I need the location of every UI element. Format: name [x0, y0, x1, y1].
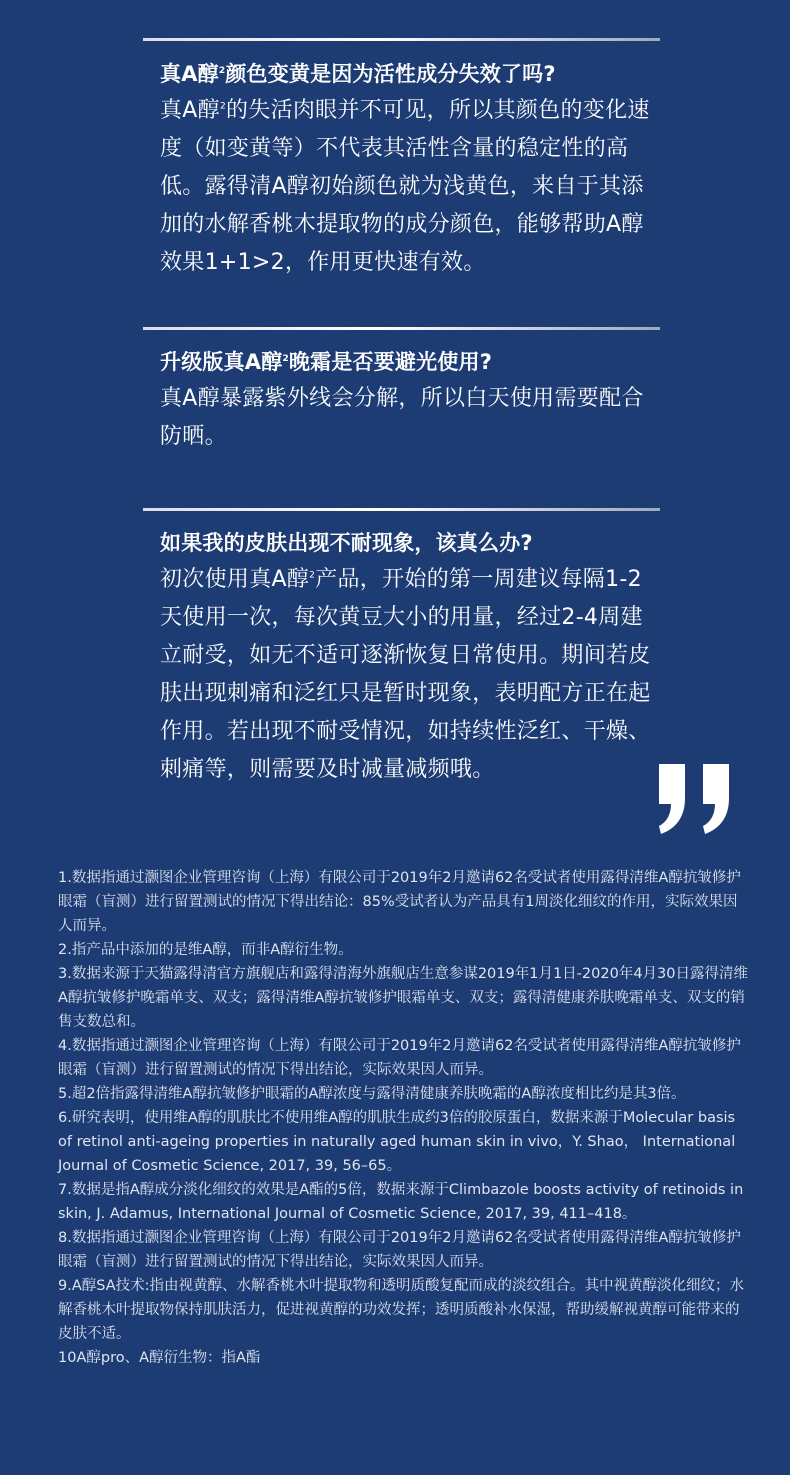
footnote: 3.数据来源于天猫露得清官方旗舰店和露得清海外旗舰店生意参谋2019年1月1日-2020年4月30日露得清维A醇抗皱修护晚霜单支、双支；露得清维A醇抗皱修护眼霜单支、双支；露得清健康养肤晚霜单支、双支的销售支数总和。 [58, 966, 748, 1030]
faq-answer: 真A醇暴露紫外线会分解，所以白天使用需要配合防晒。 [160, 386, 644, 449]
divider-rule [143, 508, 660, 511]
divider-rule [143, 38, 660, 41]
closing-quote-icon [655, 758, 735, 838]
faq-item [160, 58, 660, 282]
footnote: 9.A醇SA技术:指由视黄醇、水解香桃木叶提取物和透明质酸复配而成的淡纹组合。其中视黄醇淡化细纹；水解香桃木叶提取物保持肌肤活力，促进视黄醇的功效发挥；透明质酸补水保湿，帮助缓解视黄醇可能带来的皮肤不适。 [58, 1278, 745, 1342]
footnote: 8.数据指通过灏图企业管理咨询（上海）有限公司于2019年2月邀请62名受试者使用露得清维A醇抗皱修护眼霜（盲测）进行留置测试的情况下得出结论，实际效果因人而异。 [58, 1230, 741, 1270]
divider-rule [143, 327, 660, 330]
faq-item [160, 346, 660, 456]
faq-question: 如果我的皮肤出现不耐现象，该真么办? [160, 531, 533, 555]
faq-item [160, 527, 660, 789]
footnote: 7.数据是指A醇成分淡化细纹的效果是A酯的5倍，数据来源于Climbazole boosts activity of retinoids in skin, J. Adamus, International Journal of Cosmetic Science, 2017, 39, 411–418。 [58, 1182, 744, 1222]
footnote: 5.超2倍指露得清维A醇抗皱修护眼霜的A醇浓度与露得清健康养肤晚霜的A醇浓度相比约是其3倍。 [58, 1086, 686, 1102]
footnote: 2.指产品中添加的是维A醇，而非A醇衍生物。 [58, 942, 353, 958]
faq-answer: 初次使用真A醇$^2$产品，开始的第一周建议每隔1-2天使用一次，每次黄豆大小的用量，经过2-4周建立耐受，如无不适可逐渐恢复日常使用。期间若皮肤出现刺痛和泛红只是暂时现象，表明配方正在起作用。若出现不耐受情况，如持续性泛红、干燥、刺痛等，则需要及时减量减频哦。 [160, 567, 651, 782]
footnote: 4.数据指通过灏图企业管理咨询（上海）有限公司于2019年2月邀请62名受试者使用露得清维A醇抗皱修护眼霜（盲测）进行留置测试的情况下得出结论，实际效果因人而异。 [58, 1038, 741, 1078]
faq-question: 真A醇$^2$颜色变黄是因为活性成分失效了吗? [160, 62, 556, 86]
footnote: 6.研究表明，使用维A醇的肌肤比不使用维A醇的肌肤生成约3倍的胶原蛋白，数据来源于Molecular basis of retinol anti-ageing properties in naturally aged human skin in vivo，Y. Shao， International Journal of Cosmetic Science, 2017, 39, 56–65。 [58, 1110, 736, 1174]
footnotes [58, 866, 748, 1370]
faq-answer: 真A醇$^2$的失活肉眼并不可见，所以其颜色的变化速度（如变黄等）不代表其活性含量的稳定性的高低。露得清A醇初始颜色就为浅黄色，来自于其添加的水解香桃木提取物的成分颜色，能够帮助A醇效果1+1>2，作用更快速有效。 [160, 98, 650, 275]
faq-question: 升级版真A醇$^2$晚霜是否要避光使用? [160, 350, 493, 374]
footnote: 10A醇pro、A醇衍生物：指A酯 [58, 1350, 261, 1366]
footnote: 1.数据指通过灏图企业管理咨询（上海）有限公司于2019年2月邀请62名受试者使用露得清维A醇抗皱修护眼霜（盲测）进行留置测试的情况下得出结论：85%受试者认为产品具有1周淡化细纹的作用，实际效果因人而异。 [58, 870, 741, 934]
